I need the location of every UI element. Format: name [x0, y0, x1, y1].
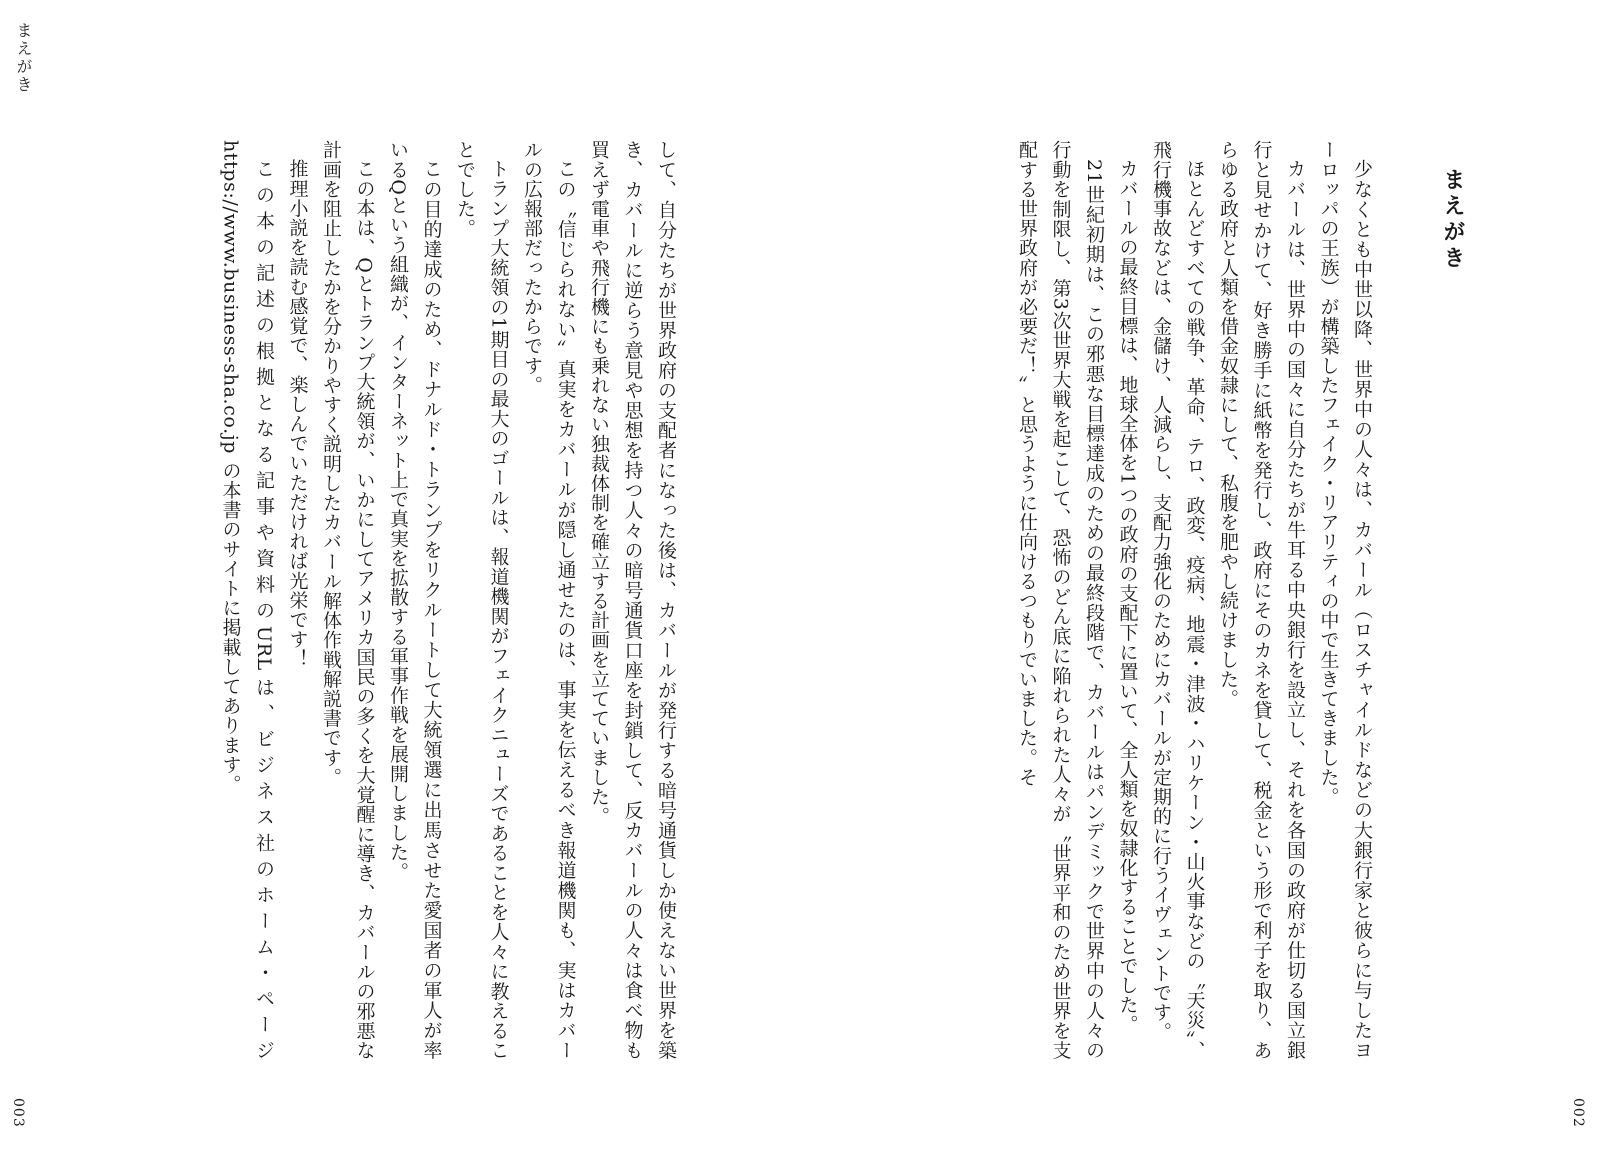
right-page-text — [818, 140, 1378, 1060]
paragraph: して、自分たちが世界政府の支配者になった後は、カバールが発行する暗号通貨しか使えない世界を築き、カバールに逆らう意見や思想を持つ人々の暗号通貨口座を封鎖して、反カバールの人々は食べ物も買えず電車や飛行機にも乗れない独裁体制を確立する計画を立てていました。 — [588, 140, 677, 1060]
paragraph: この本は、Qとトランプ大統領が、いかにしてアメリカ国民の多くを大覚醒に導き、カバールの邪悪な計画を阻止したかを分かりやすく説明したカバール解体作戦解説書です。 — [320, 140, 376, 1060]
page-number-left: 003 — [10, 1098, 26, 1128]
paragraph: カバールは、世界中の国々に自分たちが牛耳る中央銀行を設立し、それを各国の政府が仕切る国立銀行と見せかけて、好き勝手に紙幣を発行し、政府にそのカネを貸して、税金という形で利子を取り、あらゆる政府と人類を借金奴隷にして、私腹を肥やし続けました。 — [1217, 140, 1306, 1060]
left-page-text — [122, 140, 682, 1060]
paragraph: 21世紀初期は、この邪悪な目標達成のための最終段階で、カバールはパンデミックで世界中の人々の行動を制限し、第3次世界大戦を起こして、恐怖のどん底に陥れられた人々が〝世界平和のため世界を支配する世界政府が必要だ！〟と思うように仕向けるつもりでいました。そ — [1016, 140, 1105, 1060]
running-header: まえがき — [14, 22, 33, 94]
paragraph: ほとんどすべての戦争、革命、テロ、政変、疫病、地震・津波・ハリケーン・山火事などの〝天災〟、飛行機事故などは、金儲け、人減らし、支配力強化のためにカバールが定期的に行うイヴェントです。 — [1150, 140, 1206, 1060]
paragraph: カバールの最終目標は、地球全体を1つの政府の支配下に置いて、全人類を奴隷化することでした。 — [1116, 159, 1139, 1035]
paragraph: この目的達成のため、ドナルド・トランプをリクルートして大統領選に出馬させた愛国者の軍人が率いるQという組織が、インターネット上で真実を拡散する軍事作戦を展開しました。 — [387, 140, 443, 1060]
right-page — [800, 0, 1600, 1175]
paragraph: 少なくとも中世以降、世界中の人々は、カバール（ロスチャイルドなどの大銀行家と彼らに与したヨーロッパの王族）が構築したフェイク・リアリティの中で生きてきました。 — [1317, 140, 1373, 1060]
chapter-title: まえがき — [1440, 168, 1465, 272]
paragraph: トランプ大統領の1期目の最大のゴールは、報道機関がフェイクニューズであることを人々に教えることでした。 — [454, 140, 510, 1060]
paragraph: この本の記述の根拠となる記事や資料のURLは、ビジネス社のホーム・ページ https://www.business-sha.co.jp の本書のサイトに掲載してあります。 — [219, 140, 275, 1060]
page-number-right: 002 — [1570, 1098, 1586, 1128]
paragraph: この〝信じられない〟真実をカバールが隠し通せたのは、事実を伝えるべき報道機関も、実はカバールの広報部だったからです。 — [521, 140, 577, 1060]
paragraph: 推理小説を読む感覚で、楽しんでいただければ光栄です！ — [286, 159, 309, 669]
